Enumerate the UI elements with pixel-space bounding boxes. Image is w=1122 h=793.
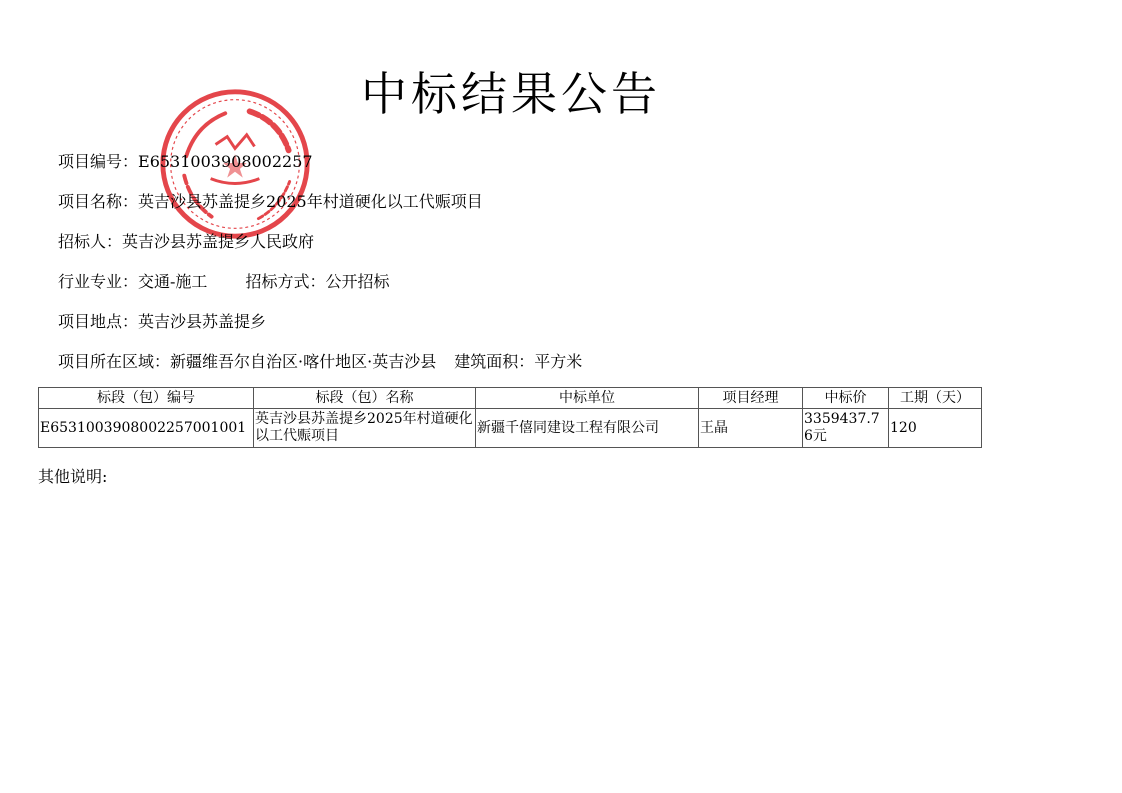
project-number-line	[58, 152, 313, 172]
project-name-value: 英吉沙县苏盖提乡2025年村道硬化以工代赈项目	[138, 192, 483, 211]
cell-project-manager: 王晶	[699, 409, 803, 448]
header-duration: 工期（天）	[889, 388, 982, 409]
region-line	[58, 352, 582, 372]
bidding-method-label: 招标方式：	[245, 272, 326, 291]
project-name-label: 项目名称：	[58, 192, 139, 211]
other-notes-label: 其他说明:	[38, 467, 108, 486]
tenderer-label: 招标人：	[58, 232, 123, 251]
bidding-method-value: 公开招标	[325, 272, 390, 291]
header-winning-price: 中标价	[803, 388, 889, 409]
tenderer-value: 英吉沙县苏盖提乡人民政府	[122, 232, 315, 251]
floor-area-label: 建筑面积：	[454, 352, 535, 371]
tenderer-line	[58, 232, 314, 252]
page-title: 中标结果公告	[361, 67, 661, 121]
cell-winning-bidder: 新疆千僖同建设工程有限公司	[476, 409, 699, 448]
project-name-line	[58, 192, 483, 212]
header-section-number: 标段（包）编号	[39, 388, 254, 409]
header-project-manager: 项目经理	[699, 388, 803, 409]
table-row	[39, 409, 982, 448]
industry-value: 交通-施工	[138, 272, 208, 291]
location-line	[58, 312, 266, 332]
floor-area-value: 平方米	[534, 352, 583, 371]
header-winning-bidder: 中标单位	[476, 388, 699, 409]
award-table	[38, 387, 982, 448]
cell-section-name: 英吉沙县苏盖提乡2025年村道硬化以工代赈项目	[254, 409, 476, 448]
project-number-value: E6531003908002257	[138, 152, 313, 171]
location-label: 项目地点：	[58, 312, 139, 331]
region-value: 新疆维吾尔自治区·喀什地区·英吉沙县	[170, 352, 437, 371]
industry-line	[58, 272, 389, 292]
location-value: 英吉沙县苏盖提乡	[138, 312, 267, 331]
cell-duration: 120	[889, 409, 982, 448]
region-label: 项目所在区域：	[58, 352, 171, 371]
industry-label: 行业专业：	[58, 272, 139, 291]
table-header-row	[39, 388, 982, 409]
cell-winning-price: 3359437.76元	[803, 409, 889, 448]
cell-section-number: E6531003908002257001001	[39, 409, 254, 448]
project-number-label: 项目编号：	[58, 152, 139, 171]
header-section-name: 标段（包）名称	[254, 388, 476, 409]
